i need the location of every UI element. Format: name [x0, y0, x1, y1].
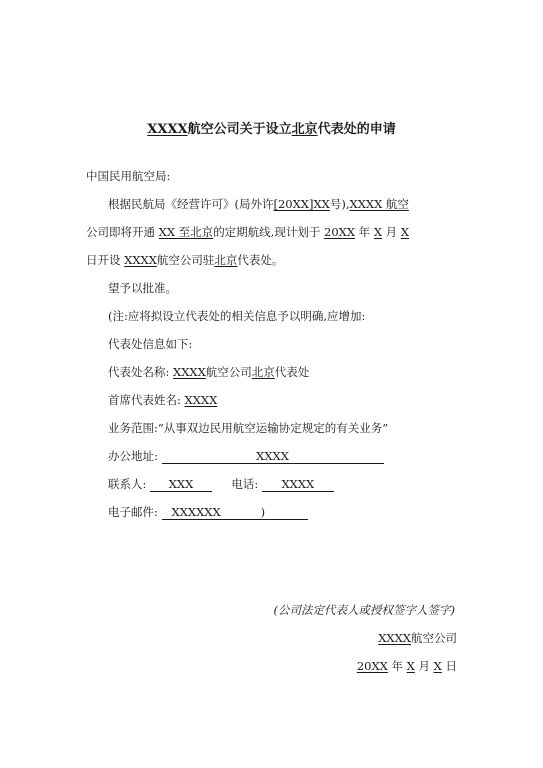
title-end: 代表处的申请: [317, 122, 396, 137]
date-unit: 年: [391, 659, 403, 673]
body-text: 日开设: [86, 253, 121, 267]
title-mid: 航空公司关于设立: [187, 122, 292, 137]
email-row: [108, 504, 308, 520]
address-label: 办公地址:: [108, 449, 158, 463]
city: 北京: [214, 253, 238, 267]
phone-label: 电话:: [231, 477, 259, 491]
office-name-city: 北京: [251, 365, 275, 379]
body-line-3: [86, 252, 283, 268]
email-text: XXXXXX: [171, 505, 221, 519]
chief-label: 首席代表姓名:: [108, 393, 181, 407]
chief-value: XXXX: [184, 393, 218, 407]
info-heading: 代表处信息如下:: [108, 337, 193, 351]
office-name-row: [108, 364, 309, 380]
contact-row: [108, 476, 334, 492]
scope-row: [108, 420, 388, 436]
contact-value: XXX: [150, 477, 212, 492]
phone-value: XXXX: [262, 477, 334, 492]
company-name: XXXX 航空: [349, 197, 409, 211]
signature-company-code: XXXX: [378, 631, 411, 645]
addressee: 中国民用航空局:: [86, 169, 171, 183]
body-line-4: 望予以批准。: [108, 281, 177, 295]
plan-day: X: [400, 225, 410, 239]
body-text: 代表处。: [237, 253, 284, 267]
body-text: 月: [385, 225, 398, 239]
body-text: 公司即将开通: [86, 225, 155, 239]
title-company: XXXX: [147, 122, 188, 137]
document-title: [0, 118, 543, 137]
scope-value: “从事双边民用航空运输协定规定的有关业务”: [157, 421, 389, 435]
signature-date: [357, 658, 457, 674]
date-month: X: [406, 659, 415, 673]
office-name-value: 代表处: [274, 365, 310, 379]
email-close: ): [260, 505, 266, 519]
signature-company-name: 航空公司: [411, 631, 457, 645]
note-line: (注:应将拟设立代表处的相关信息予以明确,应增加:: [108, 309, 366, 323]
title-city: 北京: [291, 122, 318, 137]
date-unit: 日: [445, 659, 457, 673]
plan-year: 20XX: [324, 225, 356, 239]
contact-label: 联系人:: [108, 477, 147, 491]
company-name: XXXX: [124, 253, 157, 267]
office-name-label: 代表处名称:: [108, 365, 170, 379]
date-day: X: [433, 659, 442, 673]
body-text: 根据民航局《经营许可》(局外许: [108, 197, 274, 211]
date-year: 20XX: [356, 659, 388, 673]
address-row: [108, 448, 384, 464]
body-text: 年: [358, 225, 371, 239]
signature-company: [378, 630, 457, 646]
email-value: [162, 505, 308, 520]
signature-note: (公司法定代表人或授权签字人签字): [273, 603, 455, 617]
body-line-1: [108, 196, 409, 212]
route: XX 至北京: [158, 225, 214, 239]
body-text: 航空公司驻: [156, 253, 215, 267]
office-name-value: XXXX: [173, 365, 206, 379]
chief-row: [108, 392, 217, 408]
address-value: XXXX: [162, 449, 384, 464]
scope-label: 业务范围:: [108, 421, 158, 435]
date-unit: 月: [418, 659, 430, 673]
body-text: 号),: [329, 197, 350, 211]
plan-month: X: [373, 225, 383, 239]
email-label: 电子邮件:: [108, 505, 158, 519]
body-line-2: [86, 224, 409, 240]
body-text: 的定期航线,现计划于: [213, 225, 321, 239]
permit-number: [20XX]XX: [273, 197, 330, 211]
office-name-value: 航空公司: [205, 365, 252, 379]
